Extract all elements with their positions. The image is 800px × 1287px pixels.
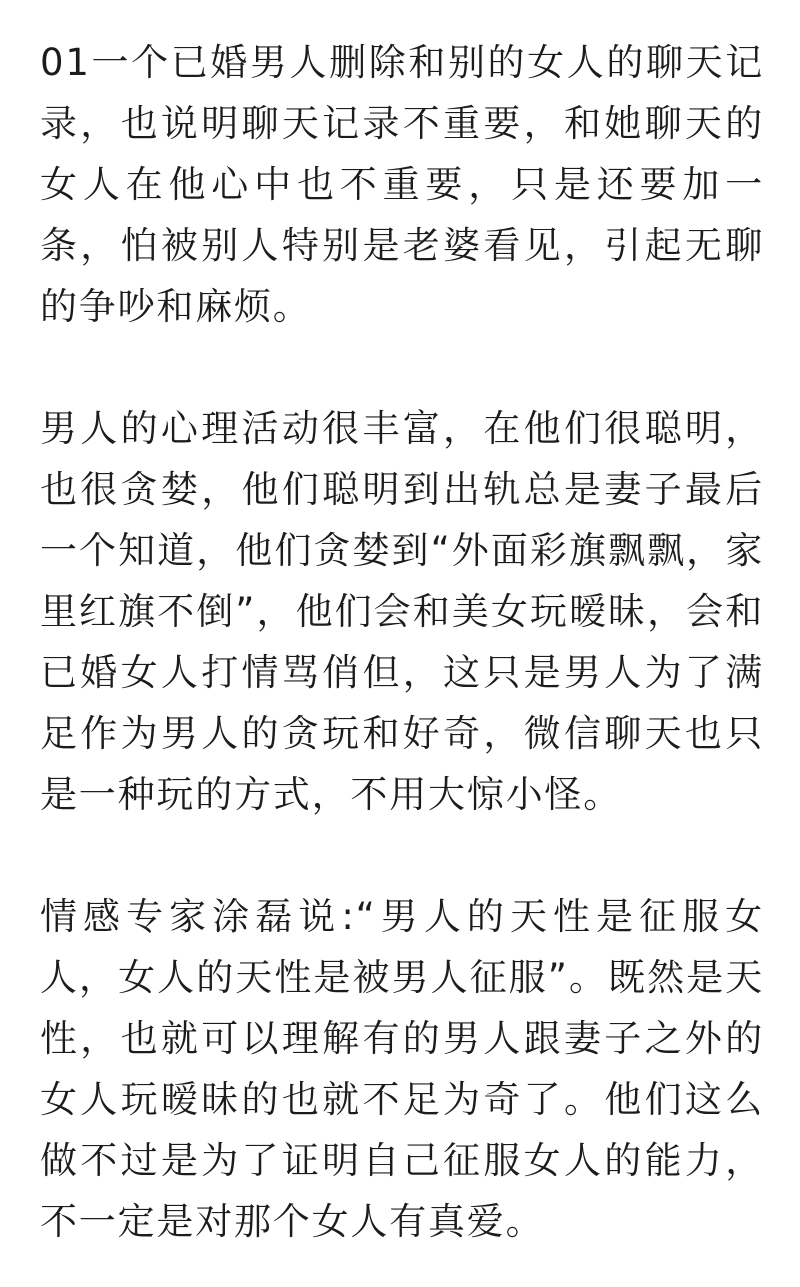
paragraph-3: 情感专家涂磊说:“男人的天性是征服女人，女人的天性是被男人征服”。既然是天性，也就可以理解有的男人跟妻子之外的女人玩暧昧的也就不足为奇了。他们这么做不过是为了证明自己征服女人的能力，不一定是对那个女人有真爱。	[40, 895, 764, 1243]
paragraph-1: 01一个已婚男人删除和别的女人的聊天记录，也说明聊天记录不重要，和她聊天的女人在他心中也不重要，只是还要加一条，怕被别人特别是老婆看见，引起无聊的争吵和麻烦。	[40, 41, 764, 328]
article-body	[40, 32, 764, 1252]
paragraph-2: 男人的心理活动很丰富，在他们很聪明，也很贪婪，他们聪明到出轨总是妻子最后一个知道，他们贪婪到“外面彩旗飘飘，家里红旗不倒”，他们会和美女玩暧昧，会和已婚女人打情骂俏但，这只是男人为了满足作为男人的贪玩和好奇，微信聊天也只是一种玩的方式，不用大惊小怪。	[40, 407, 764, 816]
